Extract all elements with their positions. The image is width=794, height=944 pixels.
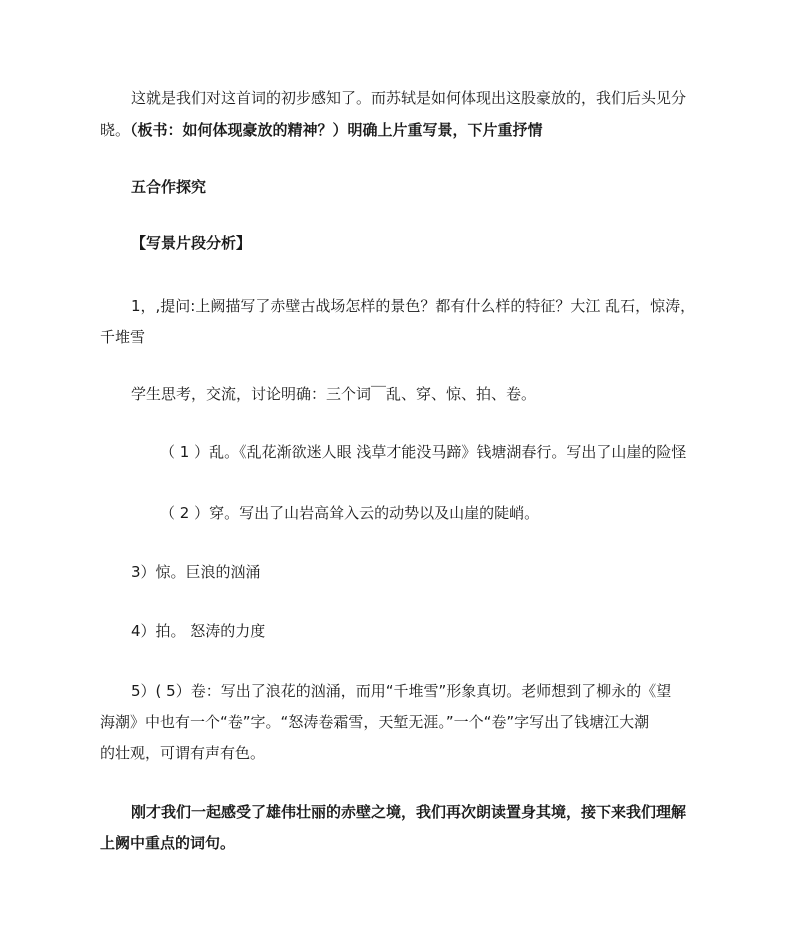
list-item-5-line-1: 5）( 5）卷：写出了浪花的汹涌，而用“千堆雪”形象真切。老师想到了柳永的《望 xyxy=(131,682,672,700)
paragraph-1-line-1: 这就是我们对这首词的初步感知了。而苏轼是如何体现出这股豪放的，我们后头见分 xyxy=(131,89,687,107)
list-item-4: 4）拍。 怒涛的力度 xyxy=(131,622,266,640)
subsection-heading-scenery-analysis: 【写景片段分析】 xyxy=(131,234,252,252)
section-heading-cooperative-inquiry: 五合作探究 xyxy=(131,178,207,196)
list-item-5-line-2: 海潮》中也有一个“卷”字。“怒涛卷霜雪，天堑无涯。”一个“卷”字写出了钱塘江大潮 xyxy=(100,713,650,731)
student-discussion: 学生思考，交流，讨论明确：三个词￣乱、穿、惊、拍、卷。 xyxy=(131,385,537,403)
list-item-3: 3）惊。巨浪的汹涌 xyxy=(131,563,261,581)
blackboard-note: （板书：如何体现豪放的精神？）明确上片重写景，下片重抒情 xyxy=(130,121,543,139)
paragraph-1-plain-text: 晓。 xyxy=(100,121,131,139)
question-1-line-1: 1，,提问:上阙描写了赤壁古战场怎样的景色？都有什么样的特征？大江 乱石，惊涛， xyxy=(131,297,696,315)
question-1-line-2: 千堆雪 xyxy=(100,328,146,346)
paragraph-1-line-2 xyxy=(100,120,543,140)
list-item-2: （ 2 ）穿。写出了山岩高耸入云的动势以及山崖的陡峭。 xyxy=(160,504,540,522)
list-item-5-line-3: 的壮观，可谓有声有色。 xyxy=(100,744,266,762)
closing-line-2: 上阙中重点的词句。 xyxy=(100,834,236,852)
list-item-1: （ 1 ）乱。《乱花渐欲迷人眼 浅草才能没马蹄》钱塘湖春行。写出了山崖的险怪 xyxy=(160,443,687,461)
closing-line-1: 刚才我们一起感受了雄伟壮丽的赤壁之境，我们再次朗读置身其境，接下来我们理解 xyxy=(131,803,687,821)
